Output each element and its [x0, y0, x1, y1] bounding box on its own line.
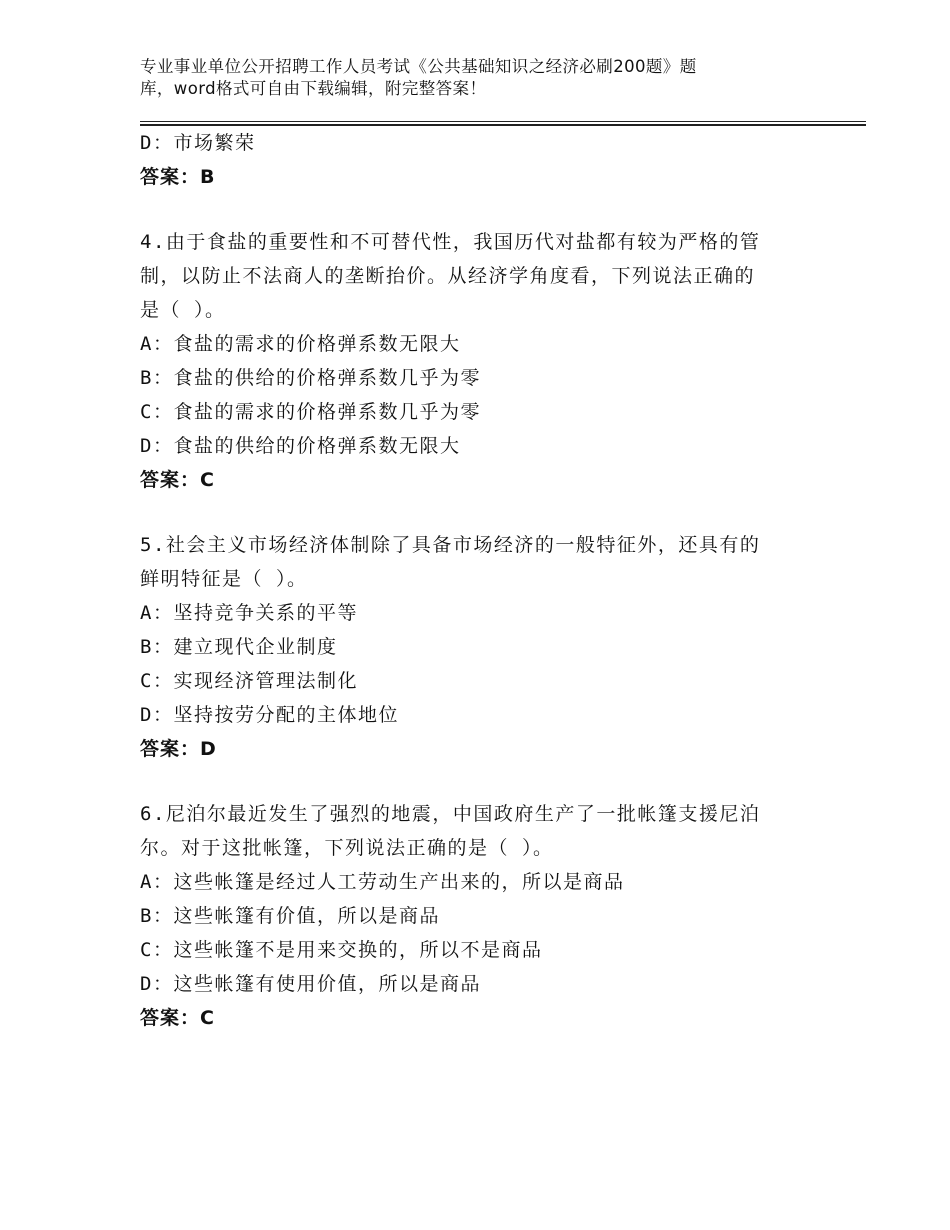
option-c: C：这些帐篷不是用来交换的，所以不是商品 — [140, 939, 543, 961]
question-4 — [140, 225, 810, 498]
question-stem-line: 鲜明特征是（ ）。 — [140, 568, 308, 590]
option-b: B：这些帐篷有价值，所以是商品 — [140, 905, 440, 927]
option-d: D：食盐的供给的价格弹系数无限大 — [140, 435, 461, 457]
question-stem-line: 是（ ）。 — [140, 299, 226, 321]
option-d: D：市场繁荣 — [140, 132, 256, 154]
header-line-2: 库，word格式可自由下载编辑，附完整答案！ — [140, 79, 487, 98]
question-stem-line: 制，以防止不法商人的垄断抬价。从经济学角度看，下列说法正确的 — [140, 265, 756, 287]
option-a: A：这些帐篷是经过人工劳动生产出来的，所以是商品 — [140, 871, 625, 893]
question-6 — [140, 797, 810, 1036]
option-c: C：实现经济管理法制化 — [140, 670, 358, 692]
document-body — [140, 126, 810, 1036]
question-stem-line: 5.社会主义市场经济体制除了具备市场经济的一般特征外，还具有的 — [140, 534, 761, 556]
header-line-1: 专业事业单位公开招聘工作人员考试《公共基础知识之经济必刷200题》题 — [140, 57, 697, 76]
question-5 — [140, 528, 810, 767]
question-stem-line: 尔。对于这批帐篷，下列说法正确的是（ ）。 — [140, 837, 554, 859]
answer: 答案：D — [140, 738, 217, 760]
option-b: B：建立现代企业制度 — [140, 636, 338, 658]
option-d: D：这些帐篷有使用价值，所以是商品 — [140, 973, 481, 995]
answer: 答案：C — [140, 469, 215, 491]
question-3-tail — [140, 126, 810, 195]
answer: 答案：C — [140, 1007, 215, 1029]
question-stem-line: 4.由于食盐的重要性和不可替代性，我国历代对盐都有较为严格的管 — [140, 231, 761, 253]
option-d: D：坚持按劳分配的主体地位 — [140, 704, 399, 726]
answer: 答案：B — [140, 166, 216, 188]
option-b: B：食盐的供给的价格弹系数几乎为零 — [140, 367, 481, 389]
page-header — [140, 56, 780, 100]
option-a: A：食盐的需求的价格弹系数无限大 — [140, 333, 461, 355]
option-c: C：食盐的需求的价格弹系数几乎为零 — [140, 401, 481, 423]
question-stem-line: 6.尼泊尔最近发生了强烈的地震，中国政府生产了一批帐篷支援尼泊 — [140, 803, 761, 825]
header-rule-thin — [140, 121, 866, 122]
option-a: A：坚持竞争关系的平等 — [140, 602, 358, 624]
